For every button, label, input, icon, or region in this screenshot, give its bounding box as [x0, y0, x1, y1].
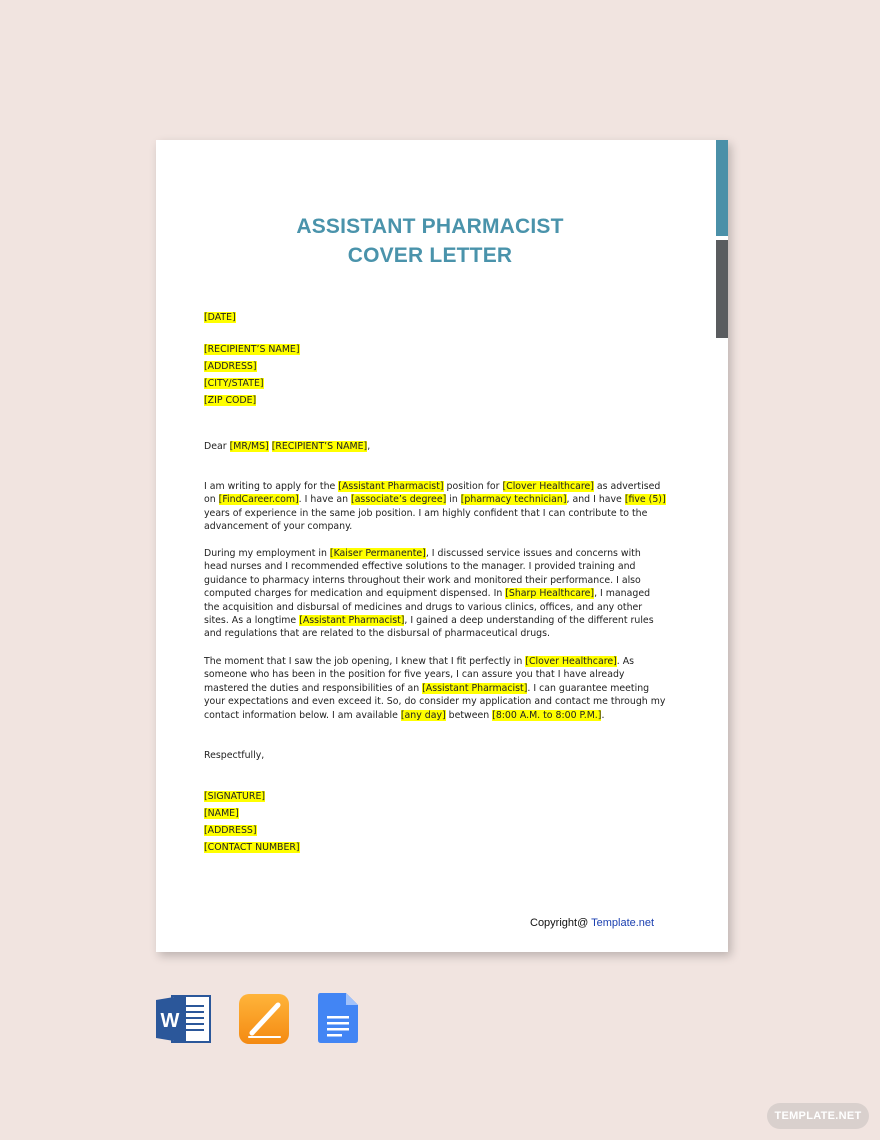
- sender-address: [ADDRESS]: [204, 825, 257, 836]
- placeholder-field: [Sharp Healthcare]: [505, 588, 595, 600]
- paragraph-text: years of experience in the same job position. I am highly confident that I can contribute to the advancement of your company.: [204, 507, 648, 533]
- salutation-name: [RECIPIENT’S NAME]: [271, 441, 368, 452]
- placeholder-field: [8:00 A.M. to 8:00 P.M.]: [492, 709, 602, 721]
- paragraph-text: . I have an: [298, 494, 352, 506]
- recipient-zip: [ZIP CODE]: [204, 395, 257, 406]
- placeholder-field: [any day]: [400, 709, 446, 721]
- paragraph-text: During my employment in: [204, 548, 330, 559]
- paragraph-text: as advertised on: [204, 481, 661, 506]
- paragraph-text: in: [446, 494, 461, 506]
- paragraph-text: , I discussed service issues and concerns with head nurses and I recommended effective solutions to the manager. I provided training and guidance to pharmacy interns throughout their work and monitored their performance. I also computed charges for medication and equipment dispensed. In: [204, 548, 641, 600]
- sender-contact: [CONTACT NUMBER]: [204, 842, 300, 853]
- decorative-stripe-gray: [716, 240, 728, 338]
- paragraph-3: [204, 655, 666, 722]
- sender-signature: [SIGNATURE]: [204, 791, 266, 802]
- decorative-stripe-teal: [716, 140, 728, 236]
- word-icon[interactable]: [156, 994, 212, 1049]
- date-line: [204, 311, 666, 324]
- placeholder-field: [FindCareer.com]: [218, 494, 299, 506]
- copyright-prefix: Copyright@: [530, 917, 592, 929]
- closing: Respectfully,: [204, 750, 265, 761]
- title-line-2: COVER LETTER: [347, 244, 513, 267]
- paragraph-text: between: [445, 709, 493, 721]
- title-line-1: ASSISTANT PHARMACIST: [296, 215, 564, 238]
- sender-block: [204, 788, 666, 856]
- placeholder-field: [five (5)]: [624, 494, 666, 506]
- placeholder-field: [Assistant Pharmacist]: [338, 481, 444, 492]
- paragraph-text: . I can guarantee meeting your expectations and even exceed it. So, do consider my application and contact me through my contact information below. I am available: [204, 682, 666, 721]
- placeholder-field: [pharmacy technician]: [460, 494, 567, 506]
- salutation-prefix: Dear: [204, 441, 230, 452]
- placeholder-field: [Clover Healthcare]: [525, 656, 617, 667]
- svg-text:W: W: [160, 1010, 180, 1032]
- date-placeholder: [DATE]: [204, 312, 236, 323]
- salutation: [204, 440, 666, 453]
- pages-icon[interactable]: [238, 993, 290, 1050]
- paragraph-text: I am writing to apply for the: [204, 481, 339, 492]
- paragraph-text: .: [601, 709, 605, 721]
- paragraph-2: [204, 547, 666, 641]
- template-net-badge[interactable]: TEMPLATE.NET: [767, 1103, 869, 1129]
- paragraph-text: position for: [443, 481, 503, 492]
- sender-name: [NAME]: [204, 808, 239, 819]
- document-title: [156, 212, 704, 270]
- placeholder-field: [Kaiser Permanente]: [329, 548, 426, 559]
- recipient-name: [RECIPIENT’S NAME]: [204, 344, 300, 355]
- placeholder-field: [Clover Healthcare]: [502, 481, 594, 492]
- paragraph-text: , I gained a deep understanding of the different rules and regulations that are related to the disbursal of pharmaceutical drugs.: [204, 615, 654, 640]
- copyright-line: [530, 917, 654, 929]
- placeholder-field: [associate’s degree]: [351, 494, 447, 506]
- paragraph-1: [204, 480, 666, 534]
- paragraph-text: , I managed the acquisition and disbursal of medicines and drugs to various clinics, offices, and any other sites. As a longtime: [204, 588, 651, 627]
- copyright-link[interactable]: Template.net: [591, 917, 655, 929]
- recipient-address: [ADDRESS]: [204, 361, 257, 372]
- paragraph-text: The moment that I saw the job opening, I knew that I fit perfectly in: [204, 656, 526, 667]
- google-docs-icon[interactable]: [317, 992, 359, 1049]
- salutation-title: [MR/MS]: [229, 441, 269, 452]
- paragraph-text: . As someone who has been in the position for five years, I can assure you that I have already mastered the duties and responsibilities of an: [204, 656, 635, 694]
- placeholder-field: [Assistant Pharmacist]: [422, 682, 528, 694]
- placeholder-field: [Assistant Pharmacist]: [299, 615, 405, 627]
- recipient-block: [204, 341, 666, 409]
- paragraph-text: , and I have: [566, 494, 625, 506]
- recipient-city-state: [CITY/STATE]: [204, 378, 264, 389]
- salutation-suffix: ,: [367, 441, 371, 452]
